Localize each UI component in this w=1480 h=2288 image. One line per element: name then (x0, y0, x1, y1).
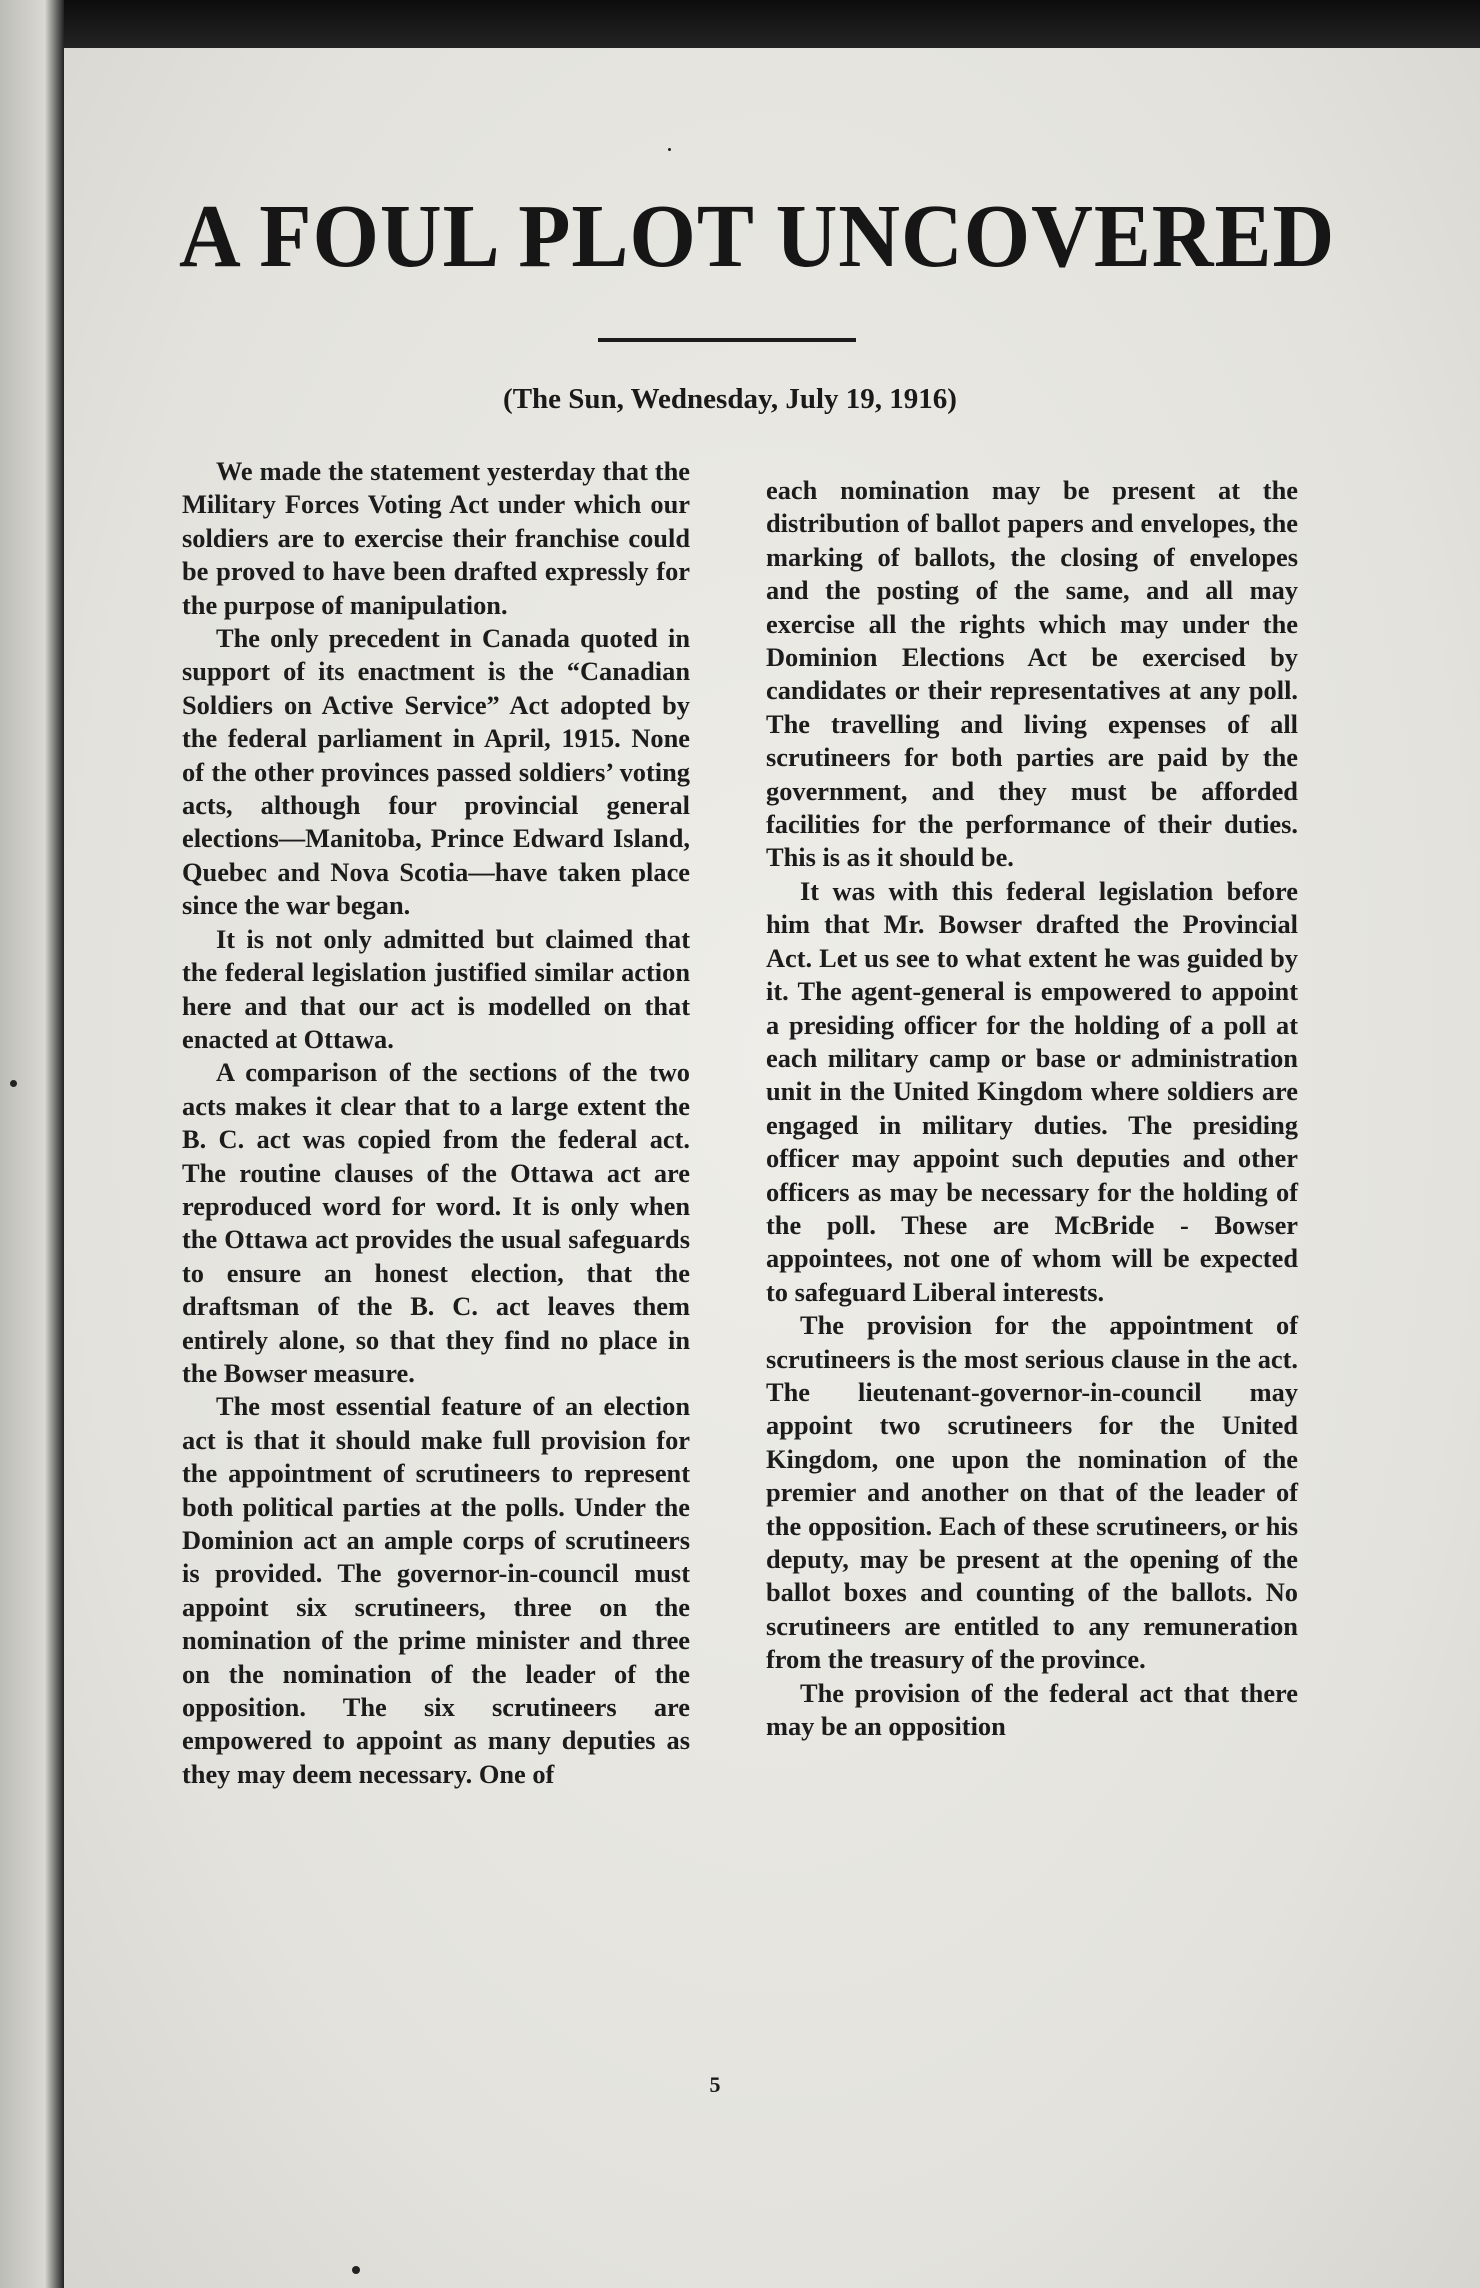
title-rule (598, 338, 856, 342)
paragraph-continued: each nomination may be present at the distribution of ballot papers and envelopes, the marking of ballots, the closing of envelopes and the posting of the same, and all may exercise all the rights which may under the Dominion Elections Act be exercised by candidates or their representatives at any poll. The travelling and living expenses of all scrutineers for both parties are paid by the government, and they must be afforded facilities for the performance of their duties. This is as it should be. (766, 475, 1298, 873)
text-column-left (182, 455, 690, 1791)
dust-speck (10, 1080, 17, 1087)
paragraph: The provision of the federal act that there may be an opposition (766, 1677, 1298, 1742)
dust-speck (352, 2266, 360, 2274)
text-column-right (766, 474, 1298, 1743)
dust-speck (668, 148, 671, 151)
paragraph: The most essential feature of an election act is that it should make full provision for the appointment of scrutineers to represent both political parties at the polls. Under the Dominion act an ample corps of scrutineers is provided. The governor-in-council must appoint six scrutineers, three on the nomination of the prime minister and three on the nomination of the leader of the opposition. The six scrutineers are empowered to appoint as many deputies as they may deem necessary. One of (182, 1391, 690, 1789)
article-dateline: (The Sun, Wednesday, July 19, 1916) (503, 383, 957, 415)
paragraph: It was with this federal legislation before him that Mr. Bowser drafted the Provincial Act. Let us see to what extent he was guided by it. The agent-general is empowered to appoint a presiding officer for the holding of a poll at each military camp or base or administration unit in the United Kingdom where soldiers are engaged in military duties. The presiding officer may appoint such deputies and other officers as may be necessary for the holding of the poll. These are McBride - Bowser appointees, not one of whom will be expected to safeguard Liberal interests. (766, 875, 1298, 1307)
paragraph: A comparison of the sections of the two acts makes it clear that to a large extent the B. C. act was copied from the federal act. The routine clauses of the Ottawa act are reproduced word for word. It is only when the Ottawa act provides the usual safeguards to ensure an honest election, that the draftsman of the B. C. act leaves them entirely alone, so that they find no place in the Bowser measure. (182, 1057, 690, 1388)
paragraph: The provision for the appointment of scrutineers is the most serious clause in the act. The lieutenant-governor-in-council may appoint two scrutineers for the United Kingdom, one upon the nomination of the premier and another on that of the leader of the opposition. Each of these scrutineers, or his deputy, may be present at the opening of the ballot boxes and counting of the ballots. No scrutineers are entitled to any remuneration from the treasury of the province. (766, 1310, 1298, 1675)
scan-left-border (0, 0, 64, 2288)
article-title: A FOUL PLOT UNCOVERED (179, 187, 1336, 286)
paragraph: The only precedent in Canada quoted in support of its enactment is the “Canadian Soldiers on Active Service” Act adopted by the federal parliament in April, 1915. None of the other provinces passed soldiers’ voting acts, although four provincial general elections—Manitoba, Prince Edward Island, Quebec and Nova Scotia—have taken place since the war began. (182, 623, 690, 921)
paragraph: We made the statement yesterday that the Military Forces Voting Act under which our soldiers are to exercise their franchise could be proved to have been drafted expressly for the purpose of manipulation. (182, 456, 690, 620)
paragraph: It is not only admitted but claimed that the federal legislation justified similar action here and that our act is modelled on that enacted at Ottawa. (182, 923, 690, 1054)
page-number: 5 (709, 2072, 721, 2097)
